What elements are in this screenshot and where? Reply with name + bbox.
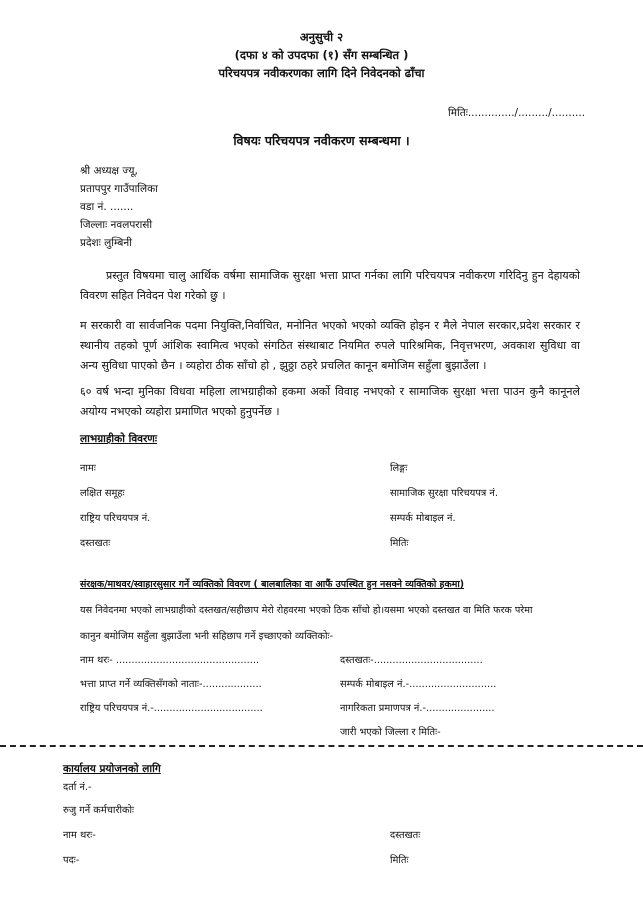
- office-registration-field: दर्ता नं.-: [63, 782, 92, 793]
- declaration-paragraph: म सरकारी वा सार्वजनिक पदमा नियुक्ति,निर्वाचित, मनोनित भएको भएको व्यक्ति होइन र मैले नेपाल सरकार,प्रदेश सरकार र स्थानीय तहको पूर्ण आंशिक स्वामित्व भएको संगठित संस्थाबाट नियमित रुपले पारिश्रमिक, निवृत्तभरण, अवकाश सुविधा वा अन्य सुविधा पाएको छैन । व्यहोरा ठीक साँचो हो , झुठ्ठा ठहरे प्रचलित कानून बमोजिम सहुँला बुझाउँला ।: [80, 319, 580, 372]
- beneficiary-national-id-field: राष्ट्रिय परिचयपत्र नं.: [80, 513, 151, 524]
- beneficiary-name-field: नामः: [80, 463, 96, 474]
- guardian-issued-district-field: जारी भएको जिल्ला र मितिः-: [340, 727, 441, 738]
- office-verifier-field: रुजु गर्ने कर्मचारीकोः: [63, 805, 135, 816]
- guardian-statement: कानुन बमोजिम सहुँला बुझाउँला भनी सहिछाप गर्ने इच्छाएको व्यक्तिकोः-: [80, 631, 334, 642]
- address-line: प्रतापपुर गाउँपालिका: [80, 183, 158, 195]
- office-use-heading: कार्यालय प्रयोजनको लागि: [63, 763, 161, 775]
- schedule-number: अनुसुची २: [299, 30, 344, 44]
- beneficiary-mobile-field: सम्पर्क मोबाइल नं.: [390, 513, 456, 524]
- guardian-statement: यस निवेदनमा भएको लाभग्राहीको दस्तखत/सहीछाप मेरो रोहवरमा भएको ठिक साँचो हो।यसमा भएको दस्तखत वा मिति फरक परेमा: [80, 605, 533, 616]
- beneficiary-gender-field: लिङ्गः: [390, 463, 408, 474]
- form-title: परिचयपत्र नवीकरणका लागि दिने निवेदनको ढाँचा: [218, 66, 425, 80]
- beneficiary-date-field: मितिः: [390, 538, 409, 549]
- guardian-mobile-field: सम्पर्क मोबाइल नं.-............................: [340, 679, 497, 690]
- office-signature-field: दस्तखतः: [390, 830, 421, 841]
- guardian-national-id-field: राष्ट्रिय परिचयपत्र नं.-...................................: [80, 703, 263, 714]
- guardian-relation-field: भत्ता प्राप्त गर्ने व्यक्तिसँगको नाताः-...................: [80, 679, 262, 690]
- office-name-field: नाम थरः-: [63, 830, 96, 841]
- beneficiary-heading: लाभग्राहीको विवरणः: [80, 433, 157, 445]
- address-line: श्री अध्यक्ष ज्यू,: [80, 165, 138, 177]
- beneficiary-signature-field: दस्तखतः: [80, 538, 111, 549]
- section-reference: (दफा ४ को उपदफा (१) सँग सम्बन्धित ): [234, 48, 409, 62]
- office-post-field: पदः-: [63, 855, 80, 866]
- guardian-name-field: नाम थरः- ..............................................: [80, 655, 260, 666]
- cut-line-divider: [0, 745, 643, 747]
- guardian-citizenship-field: नागरिकता प्रमाणपत्र नं.-......................: [340, 703, 495, 714]
- beneficiary-ss-card-field: सामाजिक सुरक्षा परिचयपत्र नं.: [390, 488, 498, 499]
- guardian-heading: संरक्षक/माथवर/स्वाहारसुसार गर्ने व्यक्तिको विवरण ( बालबालिका वा आफैं उपस्थित हुन नसक्ने व्यक्तिको हकमा): [80, 579, 465, 590]
- address-line: प्रदेशः लुम्बिनी: [80, 237, 132, 249]
- address-line: जिल्लाः नवलपरासी: [80, 219, 153, 231]
- widow-condition-paragraph: ६० वर्ष भन्दा मुनिका विधवा महिला लाभग्राहीको हकमा अर्को विवाह नभएको र सामाजिक सुरक्षा भत्ता पाउन कुनै कानूनले अयोग्य नभएको व्यहोरा प्रमाणित भएको हुनुपर्नेछ ।: [80, 385, 580, 418]
- office-date-field: मितिः: [390, 855, 409, 866]
- beneficiary-target-group-field: लक्षित समूहः: [80, 488, 125, 499]
- guardian-signature-field: दस्तखतः-...................................: [340, 655, 483, 666]
- subject-line: विषयः परिचयपत्र नवीकरण सम्बन्धमा ।: [233, 133, 410, 148]
- date-line: मितिः............../........./..........: [448, 107, 586, 119]
- address-line: वडा नं. .......: [80, 201, 134, 213]
- request-paragraph: प्रस्तुत विषयमा चालु आर्थिक वर्षमा सामाजिक सुरक्षा भत्ता प्राप्त गर्नका लागि परिचयपत्र नवीकरण गरिदिनु हुन देहायको विवरण सहित निवेदन पेश गरेको छु ।: [80, 269, 580, 302]
